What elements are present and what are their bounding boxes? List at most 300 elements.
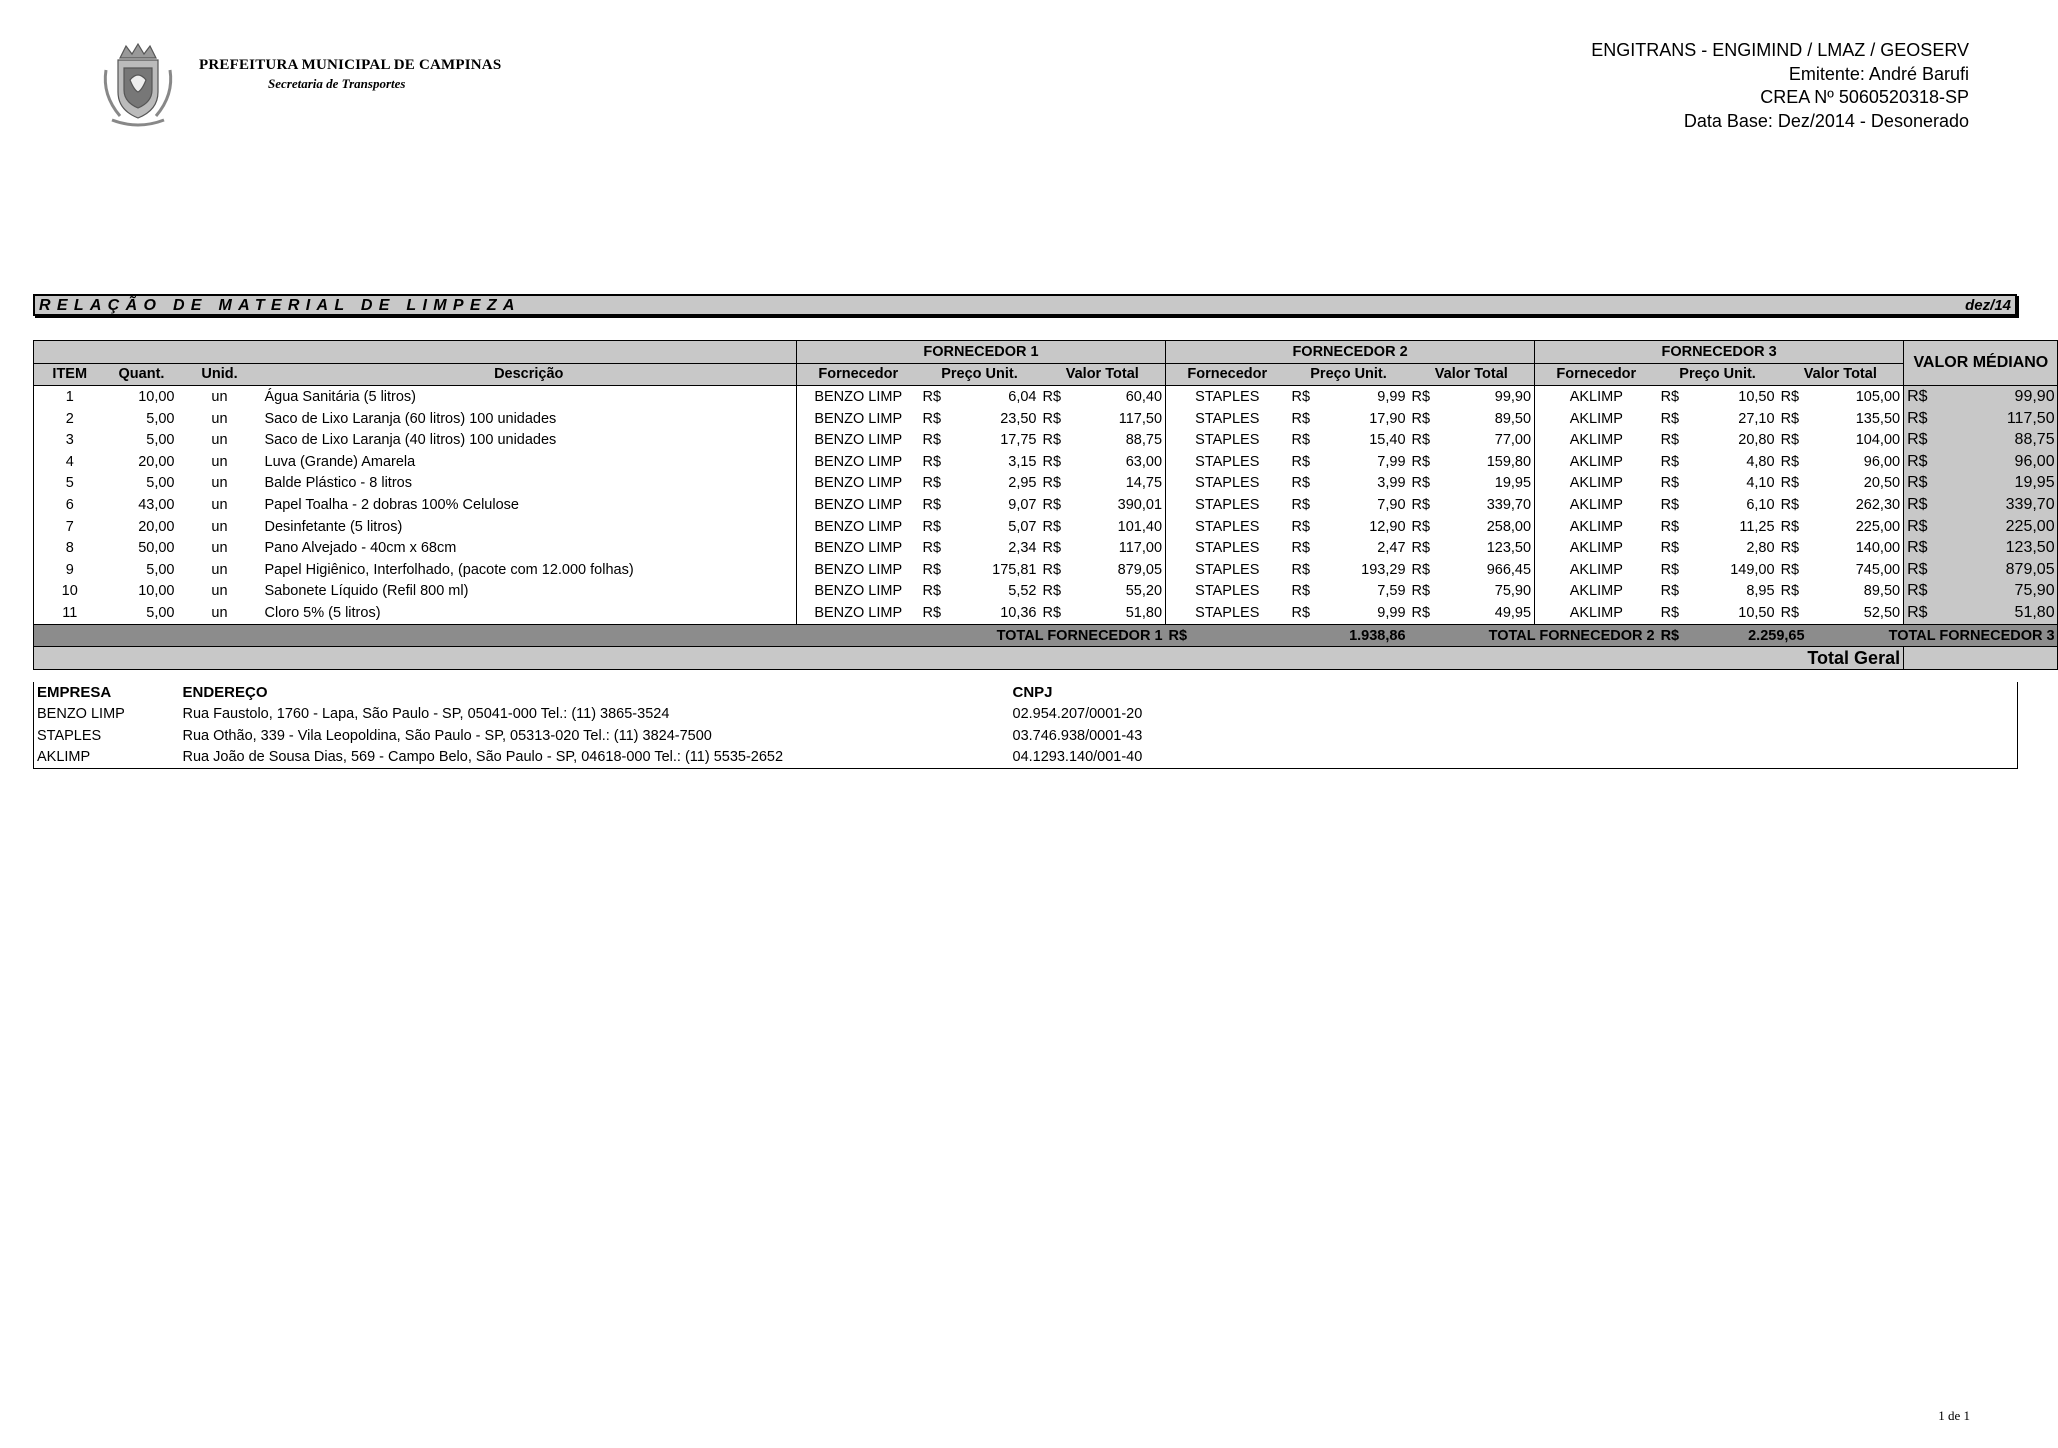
- total-value-cell: 262,30: [1855, 496, 1901, 513]
- unit-price-cell: 17,90: [1369, 410, 1406, 427]
- unid-cell: un: [211, 518, 228, 535]
- total-value-cell: 20,50: [1863, 475, 1901, 492]
- currency-cell: R$: [1291, 540, 1311, 557]
- supplier-name-cell: STAPLES: [1166, 537, 1289, 559]
- unid-cell: un: [211, 410, 228, 427]
- currency-cell: R$: [1411, 475, 1431, 492]
- unit-price-cell: 2,95: [1008, 475, 1037, 492]
- total-value-cell: 117,50: [1118, 410, 1163, 427]
- supplier-empresa-cell: STAPLES: [37, 727, 102, 744]
- unit-price-cell: 2,34: [1008, 540, 1037, 557]
- total-value-cell: 879,05: [1117, 561, 1163, 578]
- supplier-name-cell: BENZO LIMP: [797, 386, 920, 408]
- supplier-name-cell: AKLIMP: [1535, 473, 1658, 495]
- total-value-cell: 52,50: [1863, 604, 1901, 621]
- item-cell: 1: [65, 388, 74, 405]
- supplier-name-cell: AKLIMP: [1535, 429, 1658, 451]
- item-cell: 9: [65, 561, 74, 578]
- currency-cell: R$: [1660, 432, 1680, 449]
- col-cnpj: CNPJ: [1012, 683, 1053, 701]
- col-quant: Quant.: [106, 363, 178, 386]
- description-cell: Sabonete Líquido (Refil 800 ml): [264, 583, 469, 600]
- currency-cell: R$: [1042, 518, 1062, 535]
- currency-cell: R$: [1780, 432, 1800, 449]
- item-cell: 5: [65, 475, 74, 492]
- description-cell: Água Sanitária (5 litros): [264, 388, 417, 405]
- currency-cell: R$: [1291, 561, 1311, 578]
- unid-cell: un: [211, 453, 228, 470]
- unit-price-cell: 20,80: [1738, 432, 1775, 449]
- currency-cell: R$: [922, 604, 942, 621]
- col-valor: Valor Total: [1040, 363, 1166, 386]
- currency-cell: R$: [1042, 432, 1062, 449]
- total-label-f1: TOTAL FORNECEDOR 1: [952, 624, 1166, 647]
- currency-cell: R$: [1780, 453, 1800, 470]
- currency-cell: R$: [1660, 453, 1680, 470]
- currency-cell: R$: [1411, 410, 1431, 427]
- table-row: [34, 473, 2058, 495]
- currency-cell: R$: [922, 453, 942, 470]
- currency-cell: R$: [1660, 583, 1680, 600]
- group-header-row: [34, 341, 2058, 364]
- median-value-cell: 51,80: [1938, 602, 2058, 624]
- median-header: VALOR MÉDIANO: [1904, 341, 2058, 386]
- median-value-cell: 75,90: [1938, 581, 2058, 603]
- totals-row: [34, 624, 2058, 647]
- description-cell: Cloro 5% (5 litros): [264, 604, 381, 621]
- unit-price-cell: 9,99: [1377, 604, 1406, 621]
- total-geral-value: [1904, 647, 2058, 670]
- supplier-name-cell: STAPLES: [1166, 408, 1289, 430]
- unit-price-cell: 175,81: [992, 561, 1037, 578]
- currency-cell: R$: [1042, 410, 1062, 427]
- currency-cell: R$: [922, 540, 942, 557]
- currency-cell: R$: [1042, 540, 1062, 557]
- currency-cell: R$: [1904, 408, 1938, 430]
- currency-cell: R$: [1411, 388, 1431, 405]
- supplier-name-cell: BENZO LIMP: [797, 516, 920, 538]
- supplier-name-cell: STAPLES: [1166, 473, 1289, 495]
- total-value-cell: 89,50: [1863, 583, 1901, 600]
- unit-price-cell: 2,80: [1746, 540, 1775, 557]
- unit-price-cell: 5,07: [1008, 518, 1037, 535]
- quant-cell: 5,00: [146, 432, 175, 449]
- supplier-cnpj-cell: 04.1293.140/001-40: [1012, 749, 1143, 766]
- group-header-f3: FORNECEDOR 3: [1535, 341, 1904, 364]
- median-value-cell: 339,70: [1938, 494, 2058, 516]
- currency-cell: R$: [1780, 410, 1800, 427]
- unit-price-cell: 9,07: [1008, 496, 1037, 513]
- title-bar: [33, 294, 2017, 316]
- supplier-endereco-cell: Rua João de Sousa Dias, 569 - Campo Belo, São Paulo - SP, 04618-000 Tel.: (11) 5535-2652: [182, 749, 784, 766]
- description-cell: Pano Alvejado - 40cm x 68cm: [264, 540, 457, 557]
- total-value-cell: 77,00: [1494, 432, 1532, 449]
- table-row: [34, 581, 2058, 603]
- currency-cell: R$: [1411, 561, 1431, 578]
- currency-cell: R$: [1291, 496, 1311, 513]
- unit-price-cell: 2,47: [1377, 540, 1406, 557]
- currency-cell: R$: [922, 388, 942, 405]
- supplier-name-cell: BENZO LIMP: [797, 602, 920, 624]
- supplier-row: [34, 747, 2018, 769]
- supplier-name-cell: STAPLES: [1166, 429, 1289, 451]
- item-cell: 6: [65, 496, 74, 513]
- currency-cell: R$: [1411, 518, 1431, 535]
- currency-cell: R$: [1904, 451, 1938, 473]
- currency-cell: R$: [1904, 473, 1938, 495]
- total-value-cell: 55,20: [1125, 583, 1163, 600]
- currency-cell: R$: [1780, 561, 1800, 578]
- currency-cell: R$: [1780, 540, 1800, 557]
- document-date: dez/14: [1965, 297, 2011, 314]
- currency-cell: R$: [922, 583, 942, 600]
- unit-price-cell: 10,50: [1738, 604, 1775, 621]
- emitter-line: CREA Nº 5060520318-SP: [1760, 87, 1969, 107]
- unit-price-cell: 7,99: [1377, 453, 1406, 470]
- totals-spacer: [34, 624, 952, 647]
- unit-price-cell: 5,52: [1008, 583, 1037, 600]
- currency-cell: R$: [1042, 583, 1062, 600]
- quant-cell: 5,00: [146, 604, 175, 621]
- total-value-cell: 99,90: [1494, 388, 1532, 405]
- unit-price-cell: 9,99: [1377, 388, 1406, 405]
- currency-cell: R$: [922, 518, 942, 535]
- currency-cell: R$: [1904, 581, 1938, 603]
- document-title: RELAÇÃO DE MATERIAL DE LIMPEZA: [39, 297, 521, 314]
- total-value-cell: 117,00: [1118, 540, 1163, 557]
- item-cell: 2: [65, 410, 74, 427]
- currency-cell: R$: [1904, 559, 1938, 581]
- supplier-name-cell: STAPLES: [1166, 386, 1289, 408]
- total-value-cell: 159,80: [1486, 453, 1532, 470]
- col-fornecedor: Fornecedor: [1535, 363, 1658, 386]
- total-value-cell: 339,70: [1486, 496, 1532, 513]
- total-value-cell: 89,50: [1494, 410, 1532, 427]
- table-row: [34, 386, 2058, 408]
- unit-price-cell: 193,29: [1361, 561, 1406, 578]
- unit-price-cell: 4,80: [1746, 453, 1775, 470]
- supplier-row: [34, 725, 2018, 747]
- unit-price-cell: 10,50: [1738, 388, 1775, 405]
- description-cell: Saco de Lixo Laranja (40 litros) 100 unidades: [264, 432, 557, 449]
- table-row: [34, 494, 2058, 516]
- currency-cell: R$: [1780, 604, 1800, 621]
- currency-cell: R$: [1780, 388, 1800, 405]
- total-value-cell: 63,00: [1125, 453, 1163, 470]
- materials-table: [33, 340, 2058, 670]
- currency-cell: R$: [922, 410, 942, 427]
- currency-cell: R$: [1042, 496, 1062, 513]
- median-value-cell: 96,00: [1938, 451, 2058, 473]
- unit-price-cell: 8,95: [1746, 583, 1775, 600]
- currency-cell: R$: [1291, 388, 1311, 405]
- supplier-name-cell: STAPLES: [1166, 516, 1289, 538]
- unit-price-cell: 17,75: [1000, 432, 1037, 449]
- supplier-name-cell: AKLIMP: [1535, 494, 1658, 516]
- currency-cell: R$: [1904, 494, 1938, 516]
- currency-cell: R$: [1291, 453, 1311, 470]
- supplier-name-cell: AKLIMP: [1535, 537, 1658, 559]
- total-geral-row: [34, 647, 2058, 670]
- emitter-line: ENGITRANS - ENGIMIND / LMAZ / GEOSERV: [1591, 40, 1969, 60]
- table-row: [34, 429, 2058, 451]
- currency-cell: R$: [1042, 388, 1062, 405]
- supplier-empresa-cell: BENZO LIMP: [37, 706, 125, 723]
- unit-price-cell: 6,10: [1746, 496, 1775, 513]
- supplier-name-cell: AKLIMP: [1535, 451, 1658, 473]
- unit-price-cell: 6,04: [1008, 388, 1037, 405]
- supplier-name-cell: BENZO LIMP: [797, 429, 920, 451]
- page-number: 1 de 1: [1938, 1408, 1970, 1423]
- currency-cell: R$: [1904, 429, 1938, 451]
- currency-cell: R$: [1658, 624, 1690, 647]
- currency-cell: R$: [1780, 518, 1800, 535]
- currency-cell: R$: [1291, 432, 1311, 449]
- supplier-row: [34, 704, 2018, 726]
- quant-cell: 10,00: [138, 388, 175, 405]
- median-value-cell: 225,00: [1938, 516, 2058, 538]
- col-fornecedor: Fornecedor: [1166, 363, 1289, 386]
- quant-cell: 43,00: [138, 496, 175, 513]
- supplier-empresa-cell: AKLIMP: [37, 749, 91, 766]
- supplier-name-cell: AKLIMP: [1535, 602, 1658, 624]
- total-label-f2: TOTAL FORNECEDOR 2: [1409, 624, 1658, 647]
- col-valor: Valor Total: [1409, 363, 1535, 386]
- total-value-cell: 75,90: [1494, 583, 1532, 600]
- supplier-name-cell: STAPLES: [1166, 451, 1289, 473]
- unid-cell: un: [211, 475, 228, 492]
- table-row: [34, 602, 2058, 624]
- total-value-f2: 2.259,65: [1690, 624, 1808, 647]
- supplier-name-cell: BENZO LIMP: [797, 559, 920, 581]
- currency-cell: R$: [1660, 388, 1680, 405]
- unit-price-cell: 7,90: [1377, 496, 1406, 513]
- supplier-name-cell: STAPLES: [1166, 494, 1289, 516]
- supplier-name-cell: BENZO LIMP: [797, 581, 920, 603]
- currency-cell: R$: [1291, 475, 1311, 492]
- unit-price-cell: 10,36: [1000, 604, 1037, 621]
- unid-cell: un: [211, 604, 228, 621]
- supplier-name-cell: AKLIMP: [1535, 559, 1658, 581]
- total-value-cell: 123,50: [1486, 540, 1532, 557]
- unid-cell: un: [211, 561, 228, 578]
- item-cell: 4: [65, 453, 74, 470]
- total-value-cell: 140,00: [1855, 540, 1901, 557]
- currency-cell: R$: [1660, 540, 1680, 557]
- table-row: [34, 451, 2058, 473]
- total-value-cell: 49,95: [1494, 604, 1532, 621]
- unid-cell: un: [211, 540, 228, 557]
- supplier-cnpj-cell: 03.746.938/0001-43: [1012, 727, 1143, 744]
- table-row: [34, 559, 2058, 581]
- currency-cell: R$: [1904, 537, 1938, 559]
- supplier-name-cell: AKLIMP: [1535, 516, 1658, 538]
- description-cell: Desinfetante (5 litros): [264, 518, 403, 535]
- group-header-f2: FORNECEDOR 2: [1166, 341, 1535, 364]
- unit-price-cell: 3,99: [1377, 475, 1406, 492]
- item-cell: 11: [62, 604, 78, 621]
- median-value-cell: 123,50: [1938, 537, 2058, 559]
- currency-cell: R$: [1780, 475, 1800, 492]
- supplier-name-cell: STAPLES: [1166, 581, 1289, 603]
- supplier-name-cell: AKLIMP: [1535, 581, 1658, 603]
- col-preco: Preço Unit.: [920, 363, 1040, 386]
- currency-cell: R$: [1411, 432, 1431, 449]
- unit-price-cell: 3,15: [1008, 453, 1037, 470]
- description-cell: Balde Plástico - 8 litros: [264, 475, 412, 492]
- unit-price-cell: 27,10: [1738, 410, 1775, 427]
- col-item: ITEM: [34, 363, 106, 386]
- org-subtitle: Secretaria de Transportes: [268, 76, 406, 91]
- currency-cell: R$: [1411, 583, 1431, 600]
- median-value-cell: 879,05: [1938, 559, 2058, 581]
- currency-cell: R$: [922, 432, 942, 449]
- total-value-cell: 104,00: [1855, 432, 1901, 449]
- total-value-cell: 60,40: [1125, 388, 1163, 405]
- currency-cell: R$: [1904, 386, 1938, 408]
- currency-cell: R$: [1660, 561, 1680, 578]
- quant-cell: 5,00: [146, 410, 175, 427]
- median-value-cell: 117,50: [1938, 408, 2058, 430]
- currency-cell: R$: [1291, 410, 1311, 427]
- item-cell: 7: [65, 518, 74, 535]
- total-value-cell: 390,01: [1117, 496, 1163, 513]
- unit-price-cell: 23,50: [1000, 410, 1037, 427]
- currency-cell: R$: [922, 561, 942, 578]
- currency-cell: R$: [1042, 453, 1062, 470]
- currency-cell: R$: [1411, 540, 1431, 557]
- supplier-name-cell: BENZO LIMP: [797, 408, 920, 430]
- supplier-table: [33, 682, 2018, 769]
- col-unid: Unid.: [178, 363, 262, 386]
- currency-cell: R$: [1291, 604, 1311, 621]
- unit-price-cell: 7,59: [1377, 583, 1406, 600]
- supplier-name-cell: BENZO LIMP: [797, 537, 920, 559]
- item-cell: 8: [65, 540, 74, 557]
- col-empresa: EMPRESA: [37, 683, 112, 701]
- currency-cell: R$: [1660, 475, 1680, 492]
- column-header-row: [34, 363, 2058, 386]
- supplier-name-cell: BENZO LIMP: [797, 473, 920, 495]
- quant-cell: 50,00: [138, 540, 175, 557]
- unit-price-cell: 15,40: [1369, 432, 1406, 449]
- col-desc: Descrição: [262, 363, 797, 386]
- table-row: [34, 408, 2058, 430]
- total-value-f1: 1.938,86: [1289, 624, 1409, 647]
- median-value-cell: 19,95: [1938, 473, 2058, 495]
- description-cell: Saco de Lixo Laranja (60 litros) 100 unidades: [264, 410, 557, 427]
- supplier-name-cell: BENZO LIMP: [797, 494, 920, 516]
- item-cell: 3: [65, 432, 74, 449]
- currency-cell: R$: [1411, 496, 1431, 513]
- quant-cell: 5,00: [146, 475, 175, 492]
- item-cell: 10: [61, 583, 78, 600]
- currency-cell: R$: [1660, 496, 1680, 513]
- total-value-cell: 19,95: [1494, 475, 1532, 492]
- currency-cell: R$: [1660, 410, 1680, 427]
- supplier-cnpj-cell: 02.954.207/0001-20: [1012, 706, 1143, 723]
- quant-cell: 20,00: [138, 453, 175, 470]
- currency-cell: R$: [1042, 561, 1062, 578]
- supplier-name-cell: AKLIMP: [1535, 386, 1658, 408]
- currency-cell: R$: [1042, 475, 1062, 492]
- currency-cell: R$: [1904, 516, 1938, 538]
- col-endereco: ENDEREÇO: [182, 683, 268, 701]
- currency-cell: R$: [1291, 583, 1311, 600]
- currency-cell: R$: [922, 496, 942, 513]
- emitter-line: Data Base: Dez/2014 - Desonerado: [1683, 110, 1969, 131]
- currency-cell: R$: [1166, 624, 1289, 647]
- col-preco: Preço Unit.: [1658, 363, 1778, 386]
- unid-cell: un: [211, 496, 228, 513]
- total-value-cell: 51,80: [1125, 604, 1163, 621]
- table-row: [34, 516, 2058, 538]
- unid-cell: un: [211, 388, 228, 405]
- unit-price-cell: 11,25: [1739, 518, 1775, 535]
- currency-cell: R$: [1291, 518, 1311, 535]
- total-value-cell: 225,00: [1855, 518, 1901, 535]
- description-cell: Papel Higiênico, Interfolhado, (pacote com 12.000 folhas): [264, 561, 634, 578]
- table-row: [34, 537, 2058, 559]
- supplier-name-cell: BENZO LIMP: [797, 451, 920, 473]
- emitter-block: [1591, 39, 1969, 133]
- currency-cell: R$: [1042, 604, 1062, 621]
- quant-cell: 5,00: [146, 561, 175, 578]
- description-cell: Luva (Grande) Amarela: [264, 453, 416, 470]
- unid-cell: un: [211, 583, 228, 600]
- emitter-line: Emitente: André Barufi: [1788, 63, 1969, 84]
- currency-cell: R$: [1660, 604, 1680, 621]
- unit-price-cell: 12,90: [1369, 518, 1406, 535]
- col-preco: Preço Unit.: [1289, 363, 1409, 386]
- unid-cell: un: [211, 432, 228, 449]
- currency-cell: R$: [1411, 453, 1431, 470]
- currency-cell: R$: [1660, 518, 1680, 535]
- unit-price-cell: 4,10: [1746, 475, 1775, 492]
- col-fornecedor: Fornecedor: [797, 363, 920, 386]
- median-value-cell: 88,75: [1938, 429, 2058, 451]
- supplier-endereco-cell: Rua Othão, 339 - Vila Leopoldina, São Paulo - SP, 05313-020 Tel.: (11) 3824-7500: [182, 727, 712, 744]
- total-value-cell: 745,00: [1855, 561, 1901, 578]
- total-label-f3: TOTAL FORNECEDOR 3: [1808, 624, 2058, 647]
- total-geral-label: Total Geral: [34, 647, 1904, 670]
- total-value-cell: 14,75: [1125, 475, 1163, 492]
- description-cell: Papel Toalha - 2 dobras 100% Celulose: [264, 496, 519, 513]
- currency-cell: R$: [1411, 604, 1431, 621]
- group-header-f1: FORNECEDOR 1: [797, 341, 1166, 364]
- supplier-name-cell: STAPLES: [1166, 602, 1289, 624]
- total-value-cell: 105,00: [1855, 388, 1901, 405]
- total-value-cell: 258,00: [1486, 518, 1532, 535]
- org-name: PREFEITURA MUNICIPAL DE CAMPINAS: [199, 57, 502, 73]
- col-valor: Valor Total: [1778, 363, 1904, 386]
- total-value-cell: 135,50: [1855, 410, 1901, 427]
- supplier-name-cell: AKLIMP: [1535, 408, 1658, 430]
- coat-of-arms-logo: [98, 40, 178, 130]
- currency-cell: R$: [922, 475, 942, 492]
- supplier-endereco-cell: Rua Faustolo, 1760 - Lapa, São Paulo - SP, 05041-000 Tel.: (11) 3865-3524: [182, 706, 670, 723]
- median-value-cell: 99,90: [1938, 386, 2058, 408]
- total-value-cell: 966,45: [1486, 561, 1532, 578]
- total-value-cell: 101,40: [1117, 518, 1163, 535]
- supplier-header-row: [34, 682, 2018, 704]
- currency-cell: R$: [1780, 496, 1800, 513]
- currency-cell: R$: [1780, 583, 1800, 600]
- quant-cell: 10,00: [138, 583, 175, 600]
- supplier-name-cell: STAPLES: [1166, 559, 1289, 581]
- total-value-cell: 88,75: [1125, 432, 1163, 449]
- unit-price-cell: 149,00: [1730, 561, 1775, 578]
